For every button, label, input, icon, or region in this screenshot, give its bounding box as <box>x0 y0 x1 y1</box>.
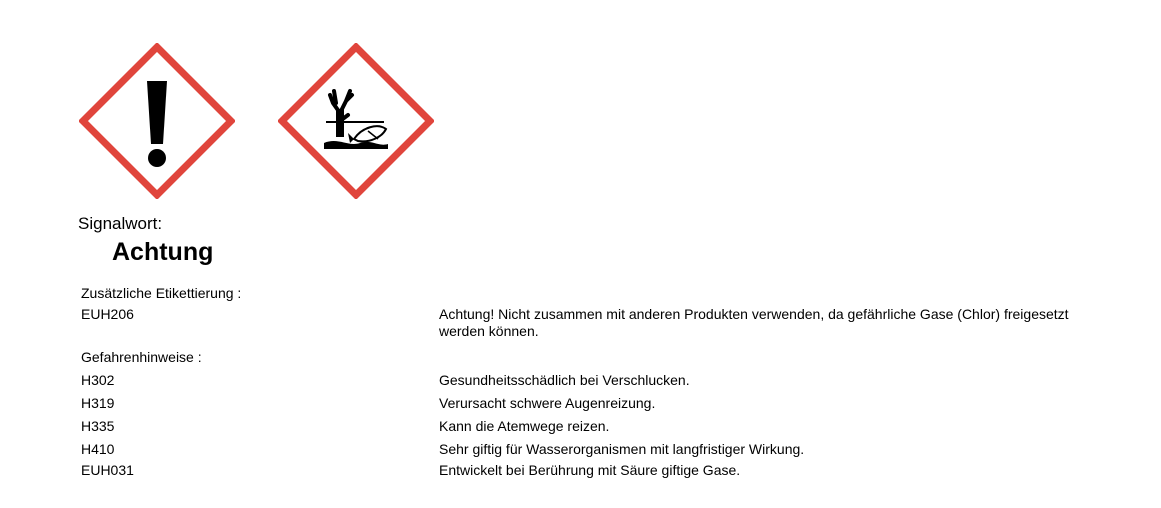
statement-code: H319 <box>81 395 115 411</box>
statement-code: EUH031 <box>81 462 134 478</box>
exclamation-mark-hazard-icon <box>79 43 235 199</box>
hazard-statements-heading: Gefahrenhinweise : <box>81 349 202 365</box>
signal-word-label: Signalwort: <box>78 214 163 233</box>
statement-text: Kann die Atemwege reizen. <box>439 418 610 434</box>
statement-code: EUH206 <box>81 306 134 322</box>
statement-code: H335 <box>81 418 115 434</box>
environment-hazard-icon <box>278 43 434 199</box>
statement-text: Sehr giftig für Wasserorganismen mit langfristiger Wirkung. <box>439 441 805 457</box>
signal-word: Achtung <box>112 238 214 266</box>
statement-code: H302 <box>81 372 115 388</box>
statement-text: Entwickelt bei Berührung mit Säure giftige Gase. <box>439 462 741 478</box>
statement-text: Verursacht schwere Augenreizung. <box>439 395 656 411</box>
statement-text: Achtung! Nicht zusammen mit anderen Produkten verwenden, da gefährliche Gase (Chlor) freigesetzt werden können. <box>439 306 1069 339</box>
statement-code: H410 <box>81 441 115 457</box>
statement-text: Gesundheitsschädlich bei Verschlucken. <box>439 372 690 388</box>
additional-labelling-heading: Zusätzliche Etikettierung : <box>81 285 242 301</box>
